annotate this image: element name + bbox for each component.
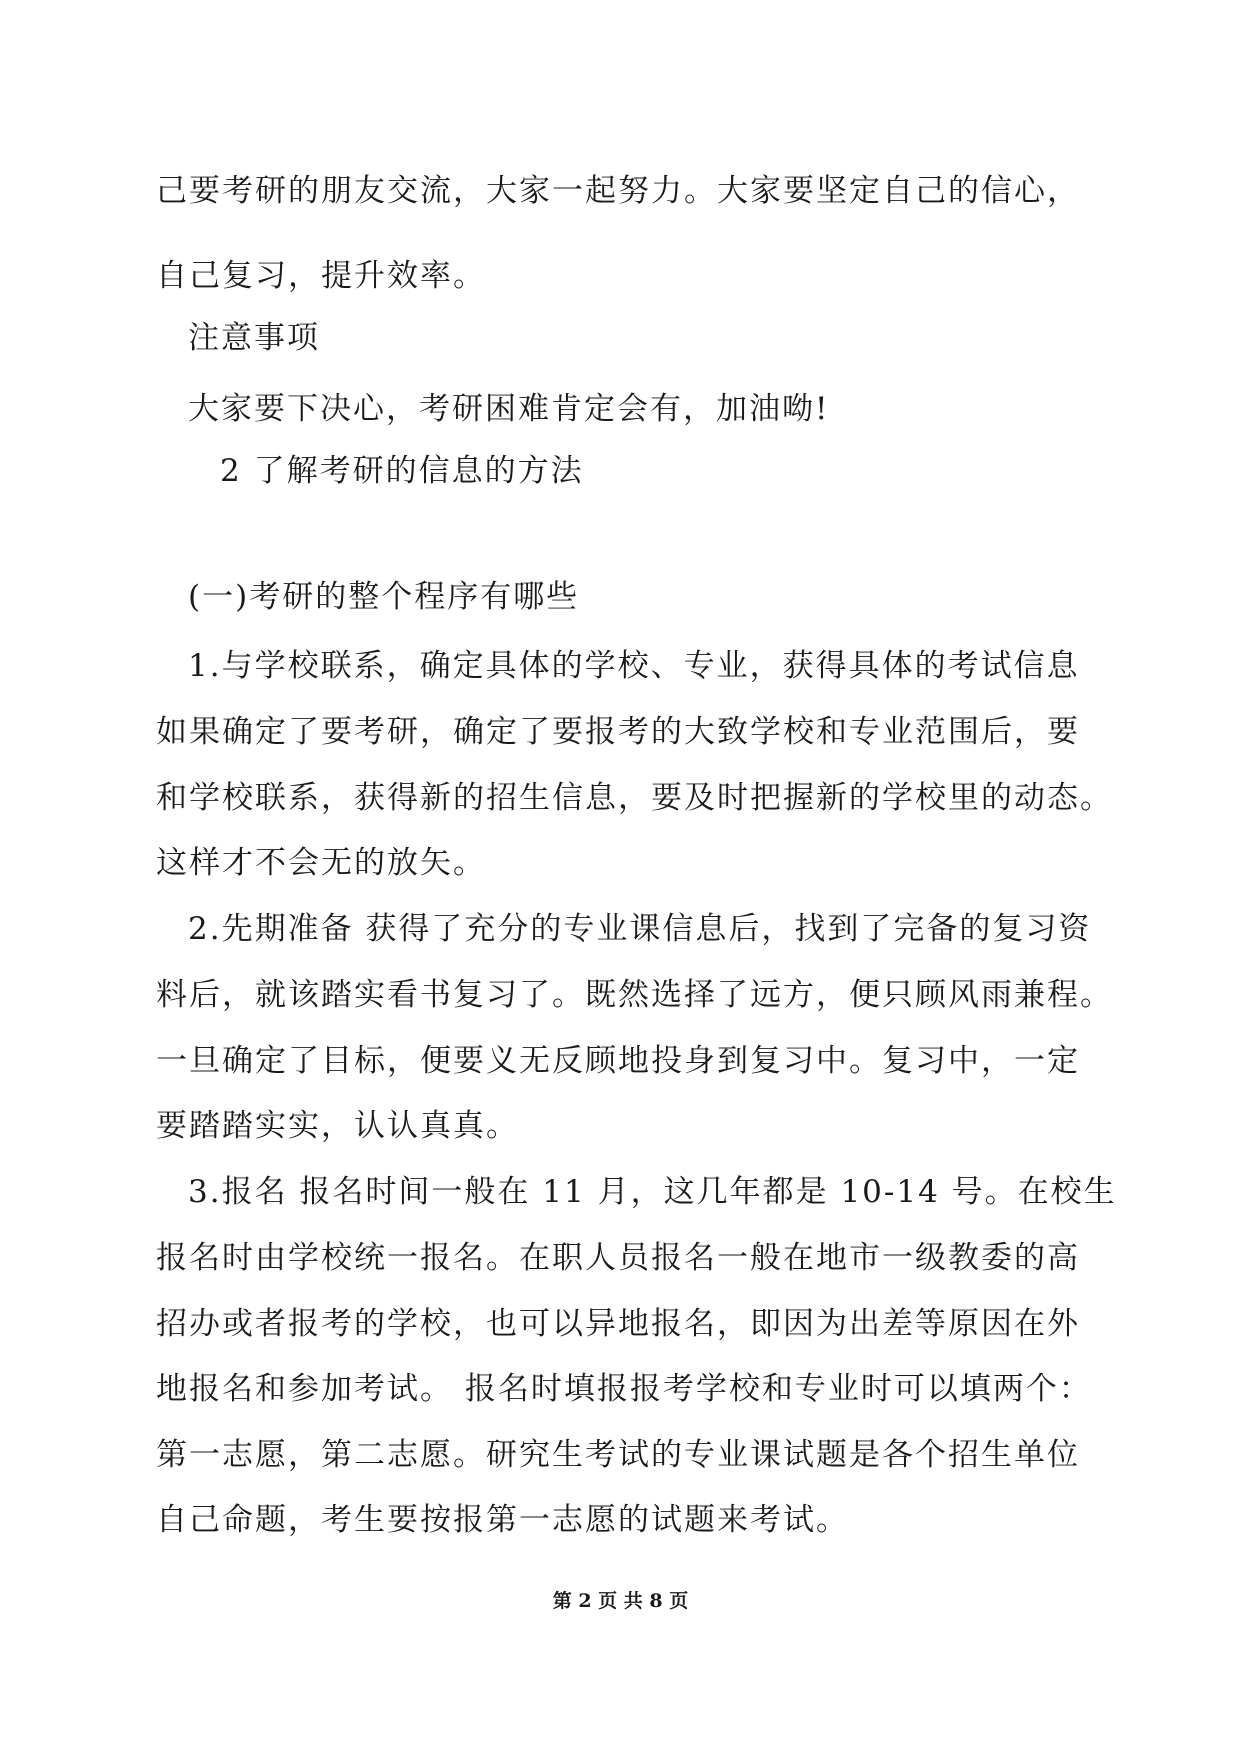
text-line: 自己命题，考生要按报第一志愿的试题来考试。 <box>156 1502 849 1538</box>
text-line: 1.与学校联系，确定具体的学校、专业，获得具体的考试信息 <box>188 648 1080 684</box>
text-line: 地报名和参加考试。 报名时填报报考学校和专业时可以填两个： <box>156 1371 1092 1407</box>
text-line: 料后，就该踏实看书复习了。既然选择了远方，便只顾风雨兼程。 <box>156 977 1113 1013</box>
section-heading: 注意事项 <box>188 320 320 356</box>
text-line: 第一志愿，第二志愿。研究生考试的专业课试题是各个招生单位 <box>156 1437 1080 1473</box>
text-line: 2.先期准备 获得了充分的专业课信息后，找到了完备的复习资 <box>188 911 1092 947</box>
text-line: 要踏踏实实，认认真真。 <box>156 1108 519 1144</box>
text-line: 3.报名 报名时间一般在 11 月，这几年都是 10-14 号。在校生 <box>188 1174 1117 1210</box>
text-line: 报名时由学校统一报名。在职人员报名一般在地市一级教委的高 <box>156 1240 1080 1276</box>
text-line: 如果确定了要考研，确定了要报考的大致学校和专业范围后，要 <box>156 714 1080 750</box>
text-line: 和学校联系，获得新的招生信息，要及时把握新的学校里的动态。 <box>156 780 1113 816</box>
text-line: 这样才不会无的放矢。 <box>156 845 486 881</box>
text-line: 大家要下决心，考研困难肯定会有，加油呦! <box>188 391 830 427</box>
text-line: 自己复习，提升效率。 <box>156 258 486 294</box>
section-heading: (一)考研的整个程序有哪些 <box>188 579 580 615</box>
text-line: 招办或者报考的学校，也可以异地报名，即因为出差等原因在外 <box>156 1306 1080 1342</box>
text-line: 一旦确定了目标，便要义无反顾地投身到复习中。复习中，一定 <box>156 1043 1080 1079</box>
page-number-footer: 第 2 页 共 8 页 <box>552 1590 689 1612</box>
text-line: 己要考研的朋友交流，大家一起努力。大家要坚定自己的信心， <box>156 173 1080 209</box>
section-heading: 2 了解考研的信息的方法 <box>220 453 584 489</box>
